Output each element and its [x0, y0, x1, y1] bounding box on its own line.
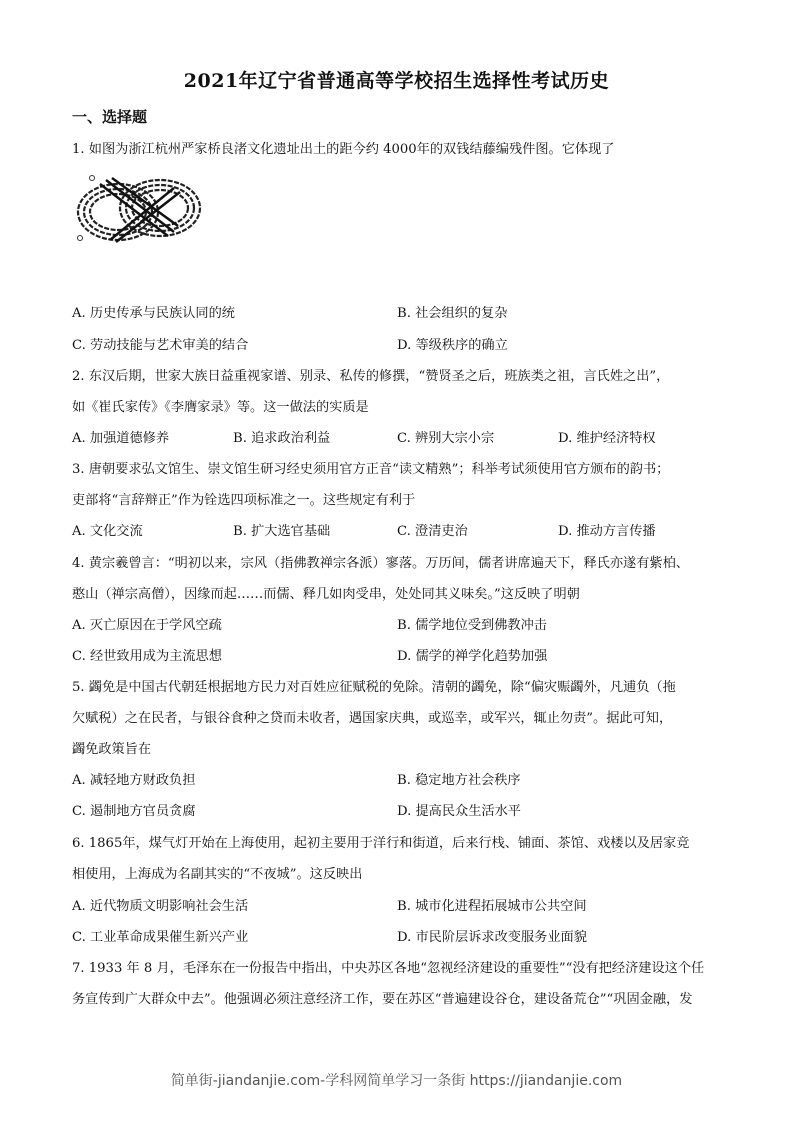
question-4-stem-line-1: 4. 黄宗羲曾言：“明初以来，宗风（指佛教禅宗各派）寥落。万历间，儒者讲席遍天下，释氏亦遂有紫柏、: [72, 556, 689, 571]
question-5-stem-line-2: 欠赋税）之在民者，与银谷食种之贷而未收者，遇国家庆典，或巡幸，或军兴，辄止勿责”。据此可知，: [72, 711, 673, 726]
question-2-option-c: C. 辨别大宗小宗: [397, 431, 495, 446]
question-2-option-b: B. 追求政治利益: [233, 431, 331, 446]
question-3-stem-line-1: 3. 唐朝要求弘文馆生、崇文馆生研习经史须用官方正音“读文精熟”；科举考试须使用官方颁布的韵书；: [72, 462, 670, 477]
question-6-option-d: D. 市民阶层诉求改变服务业面貌: [397, 930, 587, 945]
question-6-option-b: B. 城市化进程拓展城市公共空间: [397, 899, 587, 914]
question-3-option-c: C. 澄清吏治: [397, 524, 468, 539]
question-5-stem-line-3: 蠲免政策旨在: [72, 742, 152, 757]
question-5-option-c: C. 遏制地方官员贪腐: [72, 804, 196, 819]
question-3-option-b: B. 扩大选官基础: [233, 524, 331, 539]
question-5-stem-line-1: 5. 蠲免是中国古代朝廷根据地方民力对百姓应征赋税的免除。清朝的蠲免，除“偏灾赈蠲外，凡逋负（拖: [72, 680, 676, 695]
question-1-option-b: B. 社会组织的复杂: [397, 306, 508, 321]
question-7-stem-line-2: 务宣传到广大群众中去”。他强调必须注意经济工作，要在苏区“普遍建设谷仓，建设备荒仓”“巩固金融，发: [72, 992, 693, 1007]
footer-watermark: 简单街-jiandanjie.com-学科网简单学习一条街 https://jiandanjie.com: [170, 1073, 623, 1089]
question-2-stem-line-1: 2. 东汉后期，世家大族日益重视家谱、别录、私传的修撰，“赞贤圣之后，班族类之祖，言氏姓之出”，: [72, 369, 670, 384]
question-7-stem-line-1: 7. 1933 年 8 月，毛泽东在一份报告中指出，中央苏区各地“忽视经济建设的重要性”“没有把经济建设这个任: [72, 961, 705, 976]
question-4-option-a: A. 灭亡原因在于学风空疏: [72, 618, 222, 633]
double-coin-knot-rattan-figure: [70, 170, 210, 250]
question-4-stem-line-2: 憨山（禅宗高僧），因缘而起……而儒、释几如肉受串，处处同其义味矣。”这反映了明朝: [72, 587, 580, 602]
question-1-option-a: A. 历史传承与民族认同的统: [72, 306, 235, 321]
question-5-option-a: A. 减轻地方财政负担: [72, 773, 196, 788]
question-4-option-d: D. 儒学的禅学化趋势加强: [397, 649, 548, 664]
question-1-option-d: D. 等级秩序的确立: [397, 338, 508, 353]
question-3-option-d: D. 推动方言传播: [558, 524, 656, 539]
section-heading: 一、选择题: [72, 108, 148, 126]
question-1-stem: 1. 如图为浙江杭州严家桥良渚文化遗址出土的距今约 4000年的双钱结藤编残件图。它体现了: [72, 142, 615, 157]
question-6-stem-line-1: 6. 1865年，煤气灯开始在上海使用，起初主要用于洋行和街道，后来行栈、铺面、茶馆、戏楼以及居家竞: [72, 836, 690, 851]
question-5-option-d: D. 提高民众生活水平: [397, 804, 521, 819]
rattan-knot-image: [70, 170, 210, 250]
question-2-stem-line-2: 如《崔氏家传》《李膺家录》等。这一做法的实质是: [72, 400, 369, 415]
question-3-stem-line-2: 吏部将“言辞辩正”作为铨选四项标准之一。这些规定有利于: [72, 493, 416, 508]
question-2-option-a: A. 加强道德修养: [72, 431, 170, 446]
question-4-option-c: C. 经世致用成为主流思想: [72, 649, 222, 664]
question-5-option-b: B. 稳定地方社会秩序: [397, 773, 521, 788]
question-6-option-a: A. 近代物质文明影响社会生活: [72, 899, 249, 914]
question-4-option-b: B. 儒学地位受到佛教冲击: [397, 618, 547, 633]
question-6-option-c: C. 工业革命成果催生新兴产业: [72, 930, 249, 945]
question-3-option-a: A. 文化交流: [72, 524, 143, 539]
question-1-option-c: C. 劳动技能与艺术审美的结合: [72, 338, 249, 353]
question-2-option-d: D. 维护经济特权: [558, 431, 656, 446]
page-title: 2021年辽宁省普通高等学校招生选择性考试历史: [183, 70, 610, 92]
question-6-stem-line-2: 相使用，上海成为名副其实的“不夜城”。这反映出: [72, 867, 363, 882]
